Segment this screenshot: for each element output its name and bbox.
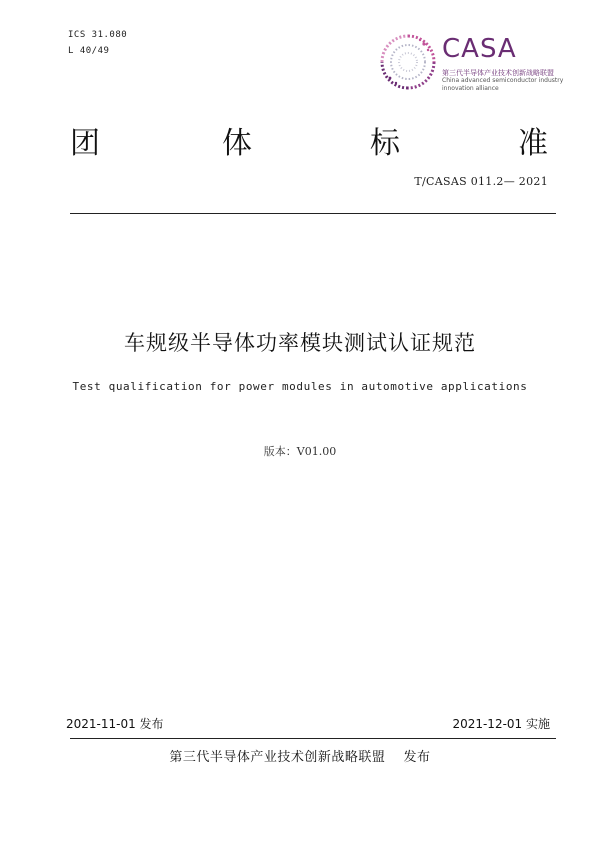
standard-number: T/CASAS 011.2— 2021 xyxy=(414,175,548,188)
document-title-en: Test qualification for power modules in automotive applications xyxy=(72,380,528,393)
heading-char-3: 标 xyxy=(370,126,400,161)
header-divider xyxy=(70,213,556,214)
heading-char-2: 体 xyxy=(222,126,252,161)
issuer: 第三代半导体产业技术创新战略联盟 发布 xyxy=(169,750,431,765)
logo-wordmark: CASA xyxy=(442,34,517,64)
issue-date: 2021-11-01 发布 xyxy=(66,717,164,731)
ccs-code: L 40/49 xyxy=(68,46,110,56)
heading-char-1: 团 xyxy=(70,126,100,161)
casa-logo-icon xyxy=(376,30,440,94)
ics-code: ICS 31.080 xyxy=(68,30,128,40)
logo-org-name-en-line2: innovation alliance xyxy=(442,85,499,92)
heading-char-4: 准 xyxy=(518,126,548,161)
logo-org-name-en-line1: China advanced semiconductor industry xyxy=(442,77,564,84)
casa-logo xyxy=(376,28,566,98)
logo-org-name-cn: 第三代半导体产业技术创新战略联盟 xyxy=(442,69,554,77)
implementation-date: 2021-12-01 实施 xyxy=(452,717,550,731)
document-title-cn: 车规级半导体功率模块测试认证规范 xyxy=(124,331,476,355)
footer-divider xyxy=(70,738,556,739)
document-version: 版本：V01.00 xyxy=(263,445,337,458)
